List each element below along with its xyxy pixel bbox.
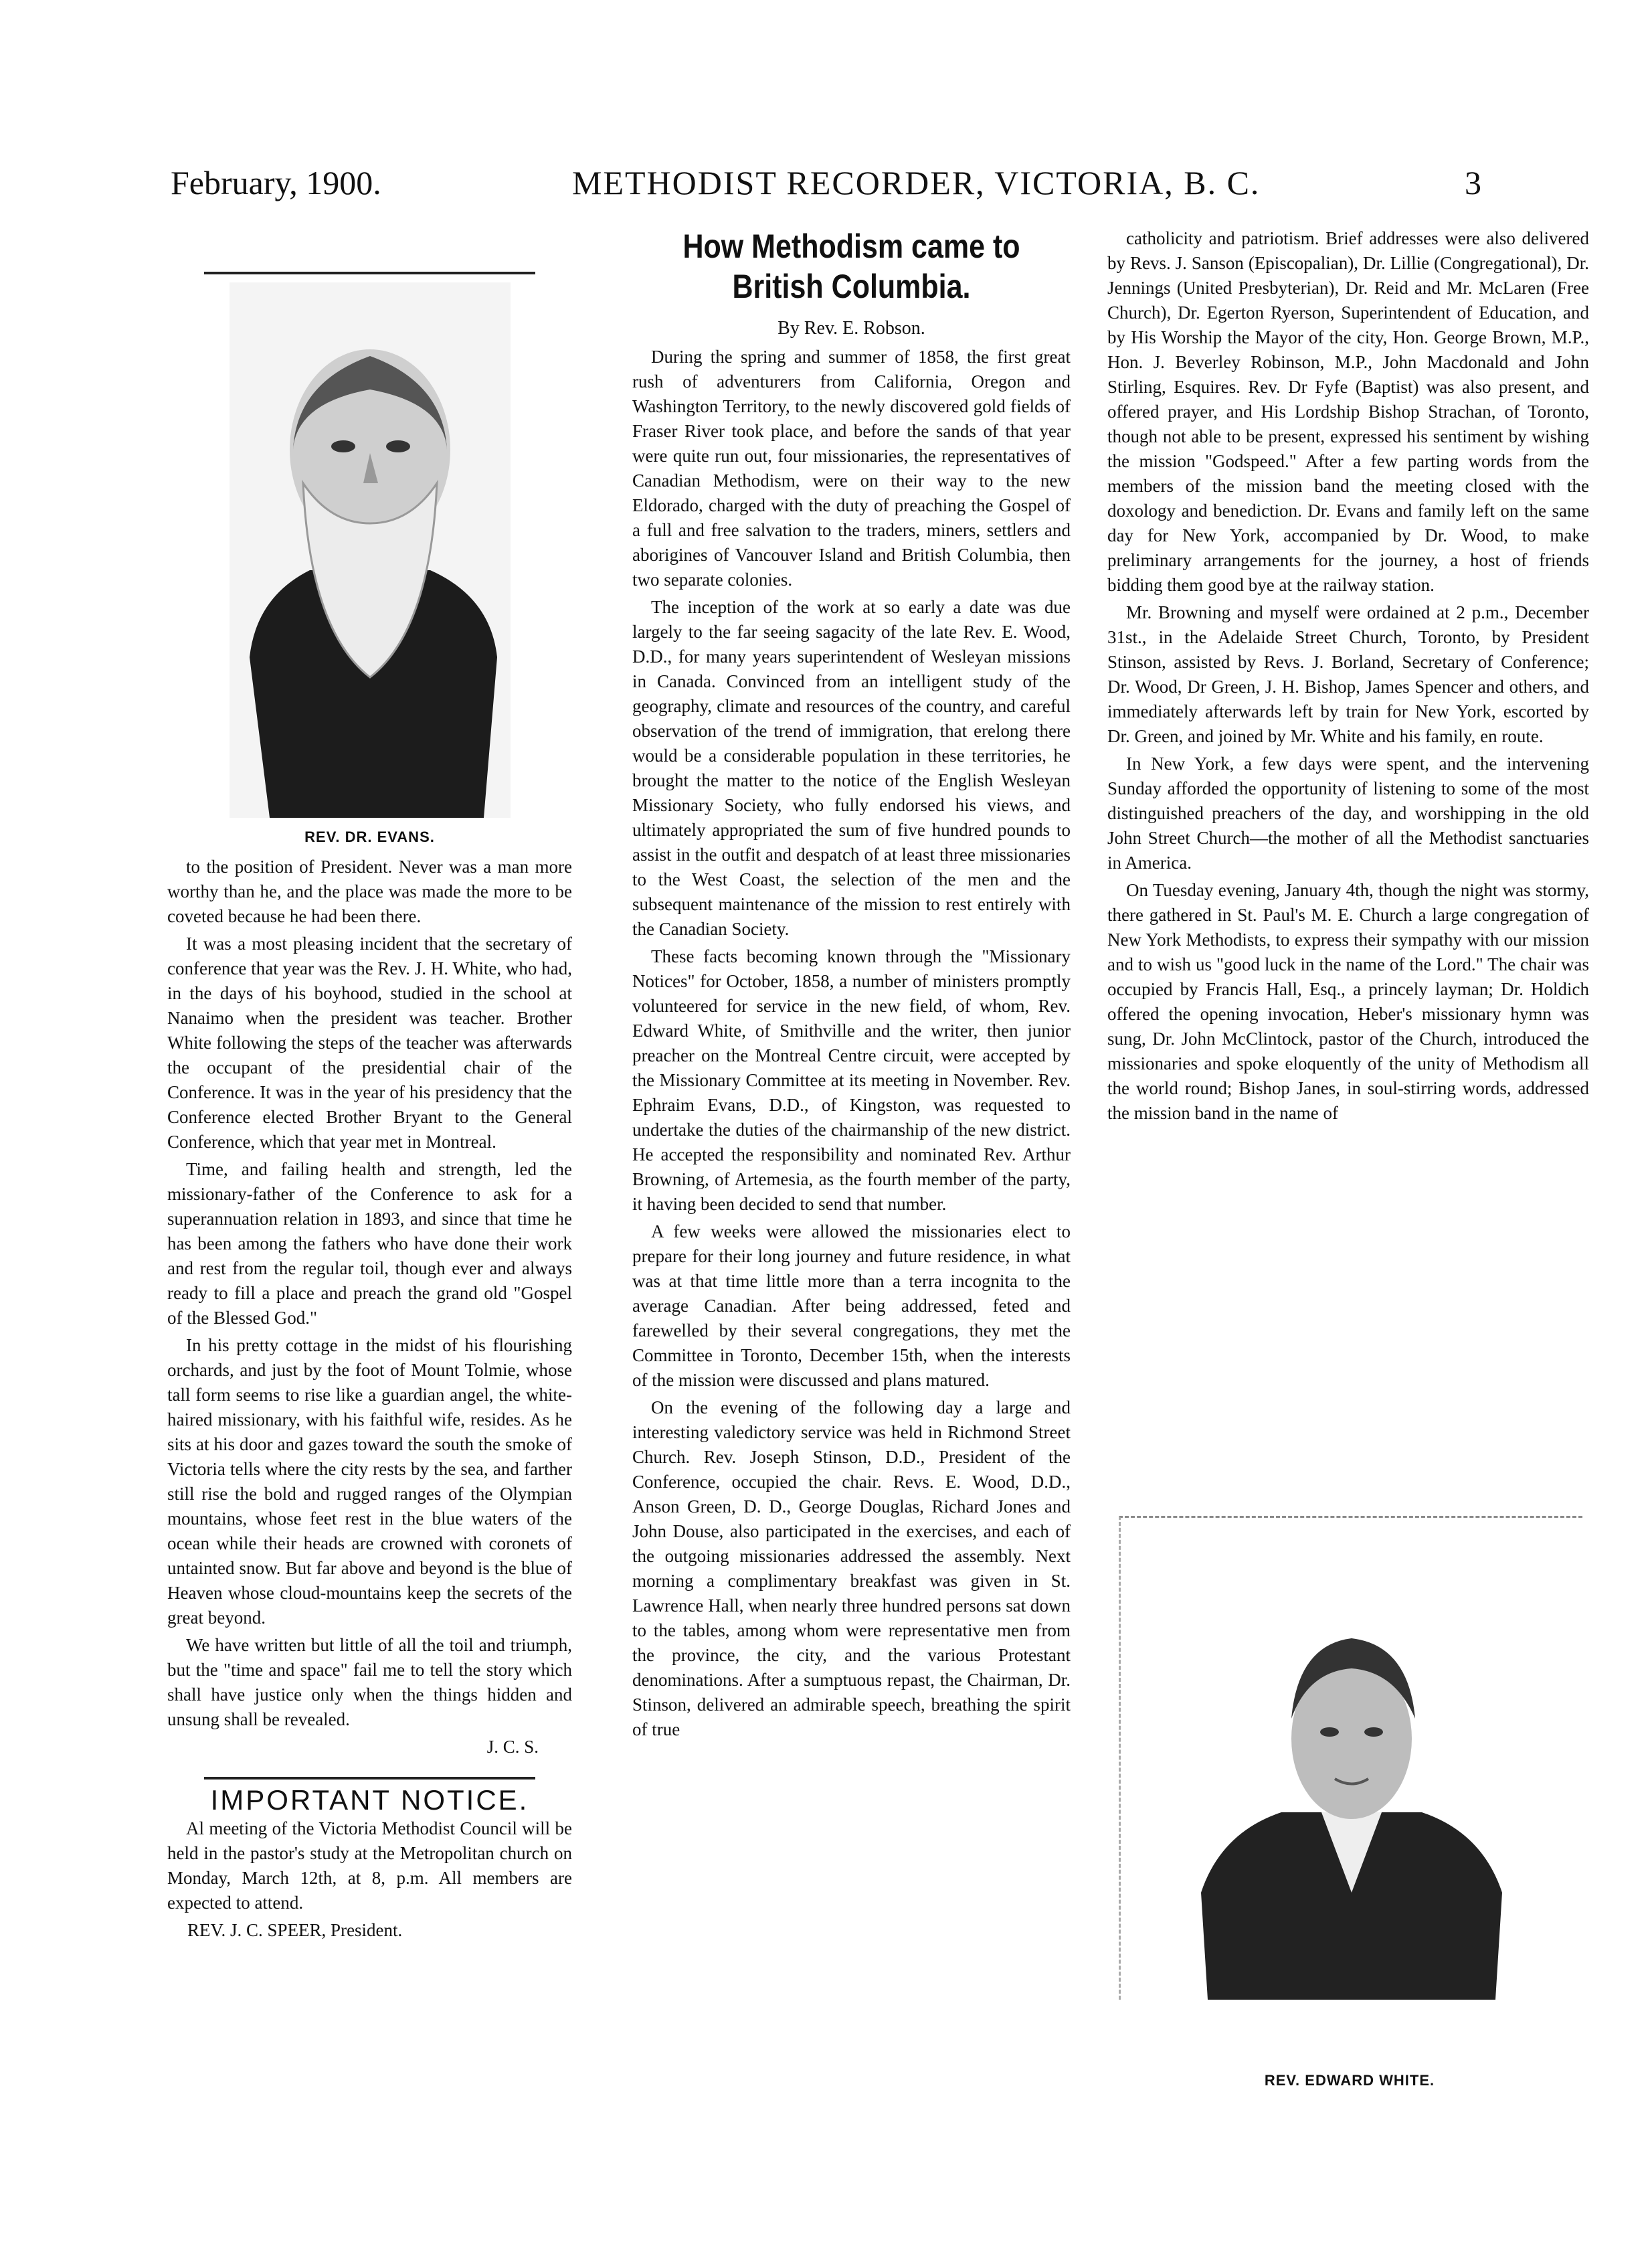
article-title: How Methodism came to British Columbia.: [682, 228, 1020, 305]
left-paragraph: In his pretty cottage in the midst of his flourishing orchards, and just by the foot of Mount Tolmie, whose tall form seems to rise like a guardian angel, the white-haired missionary, with his faithful wife, resides. As he sits at his door and gazes toward the south the smoke of Victoria tells where the city rests by the sea, and farther still rise the bold and rugged ranges of the Olympian mountains, whose feet rest in the blue waters of the ocean while their heads are crowned with coronets of untainted snow. But far above and beyond is the blue of Heaven whose cloud-mountains keep the secrets of the great beyond.: [167, 1335, 572, 1628]
left-paragraph: to the position of President. Never was a man more worthy than he, and the place was made the more to be coveted because he had been there.: [167, 857, 572, 926]
portrait-rev-edward-white: [1119, 1516, 1582, 2000]
portrait-photo-evans: [230, 282, 511, 818]
portrait-rev-dr-evans: [230, 282, 511, 818]
notice-signature: REV. J. C. SPEER, President.: [187, 1920, 403, 1940]
right-paragraph: In New York, a few days were spent, and the intervening Sunday afforded the opportunity of listening to some of the most distinguished preachers of the day, and worshipping in the old John Street Church—the mother of all the Methodist sanctuaries in America.: [1107, 754, 1589, 873]
portrait-caption-white: REV. EDWARD WHITE.: [1264, 2072, 1435, 2089]
masthead: METHODIST RECORDER, VICTORIA, B. C.: [572, 164, 1261, 201]
page-number: 3: [1465, 164, 1481, 201]
notice-rule: [204, 1777, 535, 1780]
portrait-photo-white: [1121, 1518, 1582, 2000]
left-column: [167, 254, 572, 1943]
issue-date: February, 1900.: [171, 164, 381, 201]
article-column: [632, 226, 1071, 1745]
article-paragraph: A few weeks were allowed the missionaries elect to prepare for their long journey and future residence, in what was at that time little more than a terra incognita to the average Canadian. After being addressed, feted and farewelled by their several congregations, they met the Committee in Toronto, December 15th, when the interests of the mission were discussed and plans matured.: [632, 1221, 1071, 1390]
column-rule: [204, 272, 535, 274]
left-paragraph: We have written but little of all the toil and triumph, but the "time and space" fail me to tell the story which shall have justice only when the things hidden and unsung shall be revealed.: [167, 1635, 572, 1729]
article-paragraph: These facts becoming known through the "Missionary Notices" for October, 1858, a number of ministers promptly volunteered for service in the new field, of whom, Rev. Edward White, of Smithville and the writer, then junior preacher on the Montreal Centre circuit, were accepted by the Missionary Committee at its meeting in November. Rev. Ephraim Evans, D.D., of Kingston, was requested to undertake the duties of the chairmanship of the new district. He accepted the responsibility and nominated Rev. Arthur Browning, of Artemesia, as the fourth member of the party, it having been decided to send that number.: [632, 946, 1071, 1214]
left-signature: J. C. S.: [486, 1737, 539, 1757]
article-paragraph: On the evening of the following day a large and interesting valedictory service was held in Richmond Street Church. Rev. Joseph Stinson, D.D., President of the Conference, occupied the chair. Revs. E. Wood, D.D., Anson Green, D. D., George Douglas, Richard Jones and John Douse, also participated in the exercises, and each of the outgoing missionaries addressed the assembly. Next morning a complimentary breakfast was given in St. Lawrence Hall, when nearly three hundred persons sat down to the tables, among whom were representative men from the province, the city, and the various Protestant denominations. After a sumptuous repast, the Chairman, Dr. Stinson, delivered an admirable speech, breathing the spirit of true: [632, 1397, 1071, 1739]
portrait-caption-evans: REV. DR. EVANS.: [304, 829, 435, 845]
right-column: [1107, 226, 1589, 1128]
left-paragraph: It was a most pleasing incident that the secretary of conference that year was the Rev. J. H. White, who had, in the days of his boyhood, studied in the school at Nanaimo when the president was teacher. Brother White following the steps of the teacher was afterwards the occupant of the presidential chair of the Conference. It was in the year of his presidency that the Conference elected Brother Bryant to the General Conference, which that year met in Montreal.: [167, 934, 572, 1152]
right-paragraph: catholicity and patriotism. Brief addresses were also delivered by Revs. J. Sanson (Episcopalian), Dr. Lillie (Congregational), Dr. Jennings (United Presbyterian), Dr. Reid and Mr. McLaren (Free Church), Dr. Egerton Ryerson, Superintendent of Education, and by His Worship the Mayor of the city, Hon. George Brown, M.P., Hon. J. Beverley Robinson, M.P., John Macdonald and John Stirling, Esquires. Rev. Dr Fyfe (Baptist) was also present, and offered prayer, and His Lordship Bishop Strachan, of Toronto, though not able to be present, expressed his sentiment by wishing the mission "Godspeed." After a few parting words from the members of the mission band the meeting closed with the doxology and benediction. Dr. Evans and family left on the same day for New York, accompanied by Dr. Wood, to make preliminary arrangements for the journey, a host of friends bidding them good bye at the railway station.: [1107, 228, 1589, 595]
page-header: [171, 159, 1481, 206]
article-byline: By Rev. E. Robson.: [777, 318, 925, 339]
article-paragraph: During the spring and summer of 1858, the first great rush of adventurers from California, Oregon and Washington Territory, to the newly discovered gold fields of Fraser River took place, and before the sands of that year were quite run out, four missionaries, the representatives of Canadian Methodism, were on their way to the new Eldorado, charged with the duty of preaching the Gospel of a full and free salvation to the traders, miners, settlers and aborigines of Vancouver Island and British Columbia, then two separate colonies.: [632, 347, 1071, 590]
article-paragraph: The inception of the work at so early a date was due largely to the far seeing sagacity of the late Rev. E. Wood, D.D., for many years superintendent of Wesleyan missions in Canada. Convinced from an intelligent study of the geography, climate and resources of the country, and careful observation of the trend of immigration, that erelong there would be a considerable population in these territories, he brought the matter to the notice of the English Wesleyan Missionary Society, who fully endorsed his views, and ultimately appropriated the sum of five hundred pounds to assist in the outfit and despatch of at least three missionaries to the West Coast, the selection of the men and the subsequent maintenance of the mission to rest entirely with the Canadian Society.: [632, 597, 1071, 939]
left-paragraph: Time, and failing health and strength, led the missionary-father of the Conference to ask for a superannuation relation in 1893, and since that time he has been among the fathers who have done their work and rest from the regular toil, though ever and always ready to fill a place and preach the grand old "Gospel of the Blessed God.": [167, 1159, 572, 1328]
right-paragraph: On Tuesday evening, January 4th, though the night was stormy, there gathered in St. Paul's M. E. Church a large congregation of New York Methodists, to express their sympathy with our mission and to wish us "good luck in the name of the Lord." The chair was occupied by Francis Hall, Esq., a princely layman; Dr. Holdich offered the opening invocation, Heber's missionary hymn was sung, Dr. John McClintock, pastor of the Church, introduced the missionaries and spoke eloquently of the unity of Methodism all the world round; Bishop Janes, in soul-stirring words, addressed the mission band in the name of: [1107, 880, 1589, 1123]
notice-title: IMPORTANT NOTICE.: [210, 1784, 529, 1816]
notice-body: Al meeting of the Victoria Methodist Council will be held in the pastor's study at the Metropolitan church on Monday, March 12th, at 8, p.m. All members are expected to attend.: [167, 1818, 572, 1913]
right-paragraph: Mr. Browning and myself were ordained at 2 p.m., December 31st., in the Adelaide Street Church, Toronto, by President Stinson, assisted by Revs. J. Borland, Secretary of Conference; Dr. Wood, Dr Green, J. H. Bishop, James Spencer and others, and immediately afterwards left by train for New York, escorted by Dr. Green, and joined by Mr. White and his family, en route.: [1107, 602, 1589, 746]
